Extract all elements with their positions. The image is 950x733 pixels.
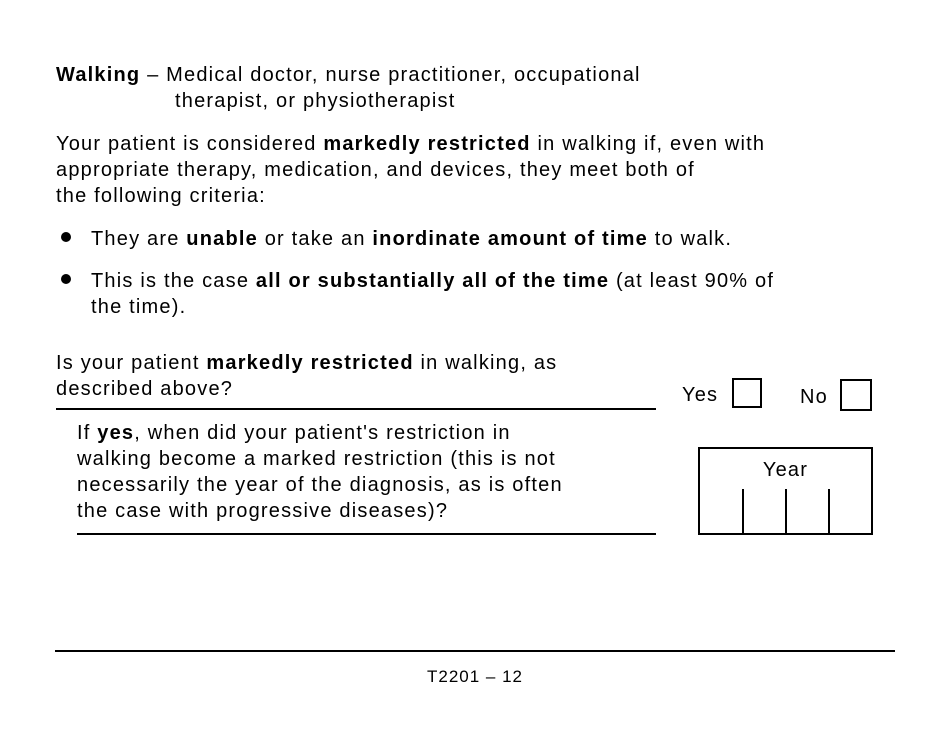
year-digit-divider (742, 489, 744, 533)
bullet-dot-icon (61, 232, 71, 242)
followup-text: If (77, 422, 98, 444)
followup-line-4: the case with progressive diseases)? (77, 500, 449, 522)
followup-bold-text: yes (97, 422, 135, 444)
criteria-bullet-1 (91, 226, 732, 252)
year-digit-divider (828, 489, 830, 533)
bullet-1-line (91, 226, 732, 252)
no-label: No (800, 386, 828, 408)
question-text: in walking, as (413, 352, 558, 374)
heading-practitioners-1: Medical doctor, nurse practitioner, occupational (166, 64, 641, 86)
followup-line-1 (77, 420, 563, 446)
bullet-text: to walk. (647, 228, 733, 250)
intro-text: in walking if, even with (530, 133, 766, 155)
year-digit-divider (785, 489, 787, 533)
bullet-text: or take an (257, 228, 373, 250)
year-input-box[interactable] (698, 447, 873, 535)
yes-checkbox[interactable] (732, 378, 762, 408)
section-heading (56, 62, 641, 114)
followup-line-3: necessarily the year of the diagnosis, as is often (77, 474, 563, 496)
bullet-bold-text: inordinate amount of time (372, 228, 648, 250)
footer-rule (55, 650, 895, 652)
bullet-dot-icon (61, 274, 71, 284)
heading-line-2: therapist, or physiotherapist (175, 90, 456, 112)
heading-line-1 (56, 62, 641, 88)
year-label: Year (762, 459, 809, 481)
form-page-number: T2201 – 12 (426, 667, 523, 686)
question-text: Is your patient (56, 352, 207, 374)
no-checkbox[interactable] (840, 379, 872, 411)
followup-text: , when did your patient's restriction in (134, 422, 511, 444)
intro-line-1 (56, 131, 765, 157)
yes-label: Yes (682, 384, 719, 406)
intro-line-2: appropriate therapy, medication, and devices, they meet both of (56, 159, 695, 181)
intro-paragraph (56, 131, 765, 209)
question-underline (56, 408, 656, 410)
bullet-text: They are (91, 228, 187, 250)
intro-text: Your patient is considered (56, 133, 324, 155)
question-line-1 (56, 350, 557, 376)
bullet-text: This is the case (91, 270, 256, 292)
bullet-2-line-1 (91, 268, 774, 294)
followup-underline (77, 533, 656, 535)
bullet-text: (at least 90% of (609, 270, 775, 292)
question-bold-text: markedly restricted (206, 352, 414, 374)
restriction-question (56, 350, 557, 402)
heading-title: Walking (56, 64, 141, 86)
bullet-2-line-2: the time). (91, 296, 187, 318)
criteria-bullet-2 (91, 268, 774, 320)
intro-bold-text: markedly restricted (323, 133, 531, 155)
question-line-2: described above? (56, 378, 234, 400)
followup-question (77, 420, 563, 524)
heading-dash: – (140, 64, 167, 86)
followup-line-2: walking become a marked restriction (this is not (77, 448, 556, 470)
bullet-bold-text: all or substantially all of the time (255, 270, 610, 292)
intro-line-3: the following criteria: (56, 185, 266, 207)
bullet-bold-text: unable (186, 228, 258, 250)
